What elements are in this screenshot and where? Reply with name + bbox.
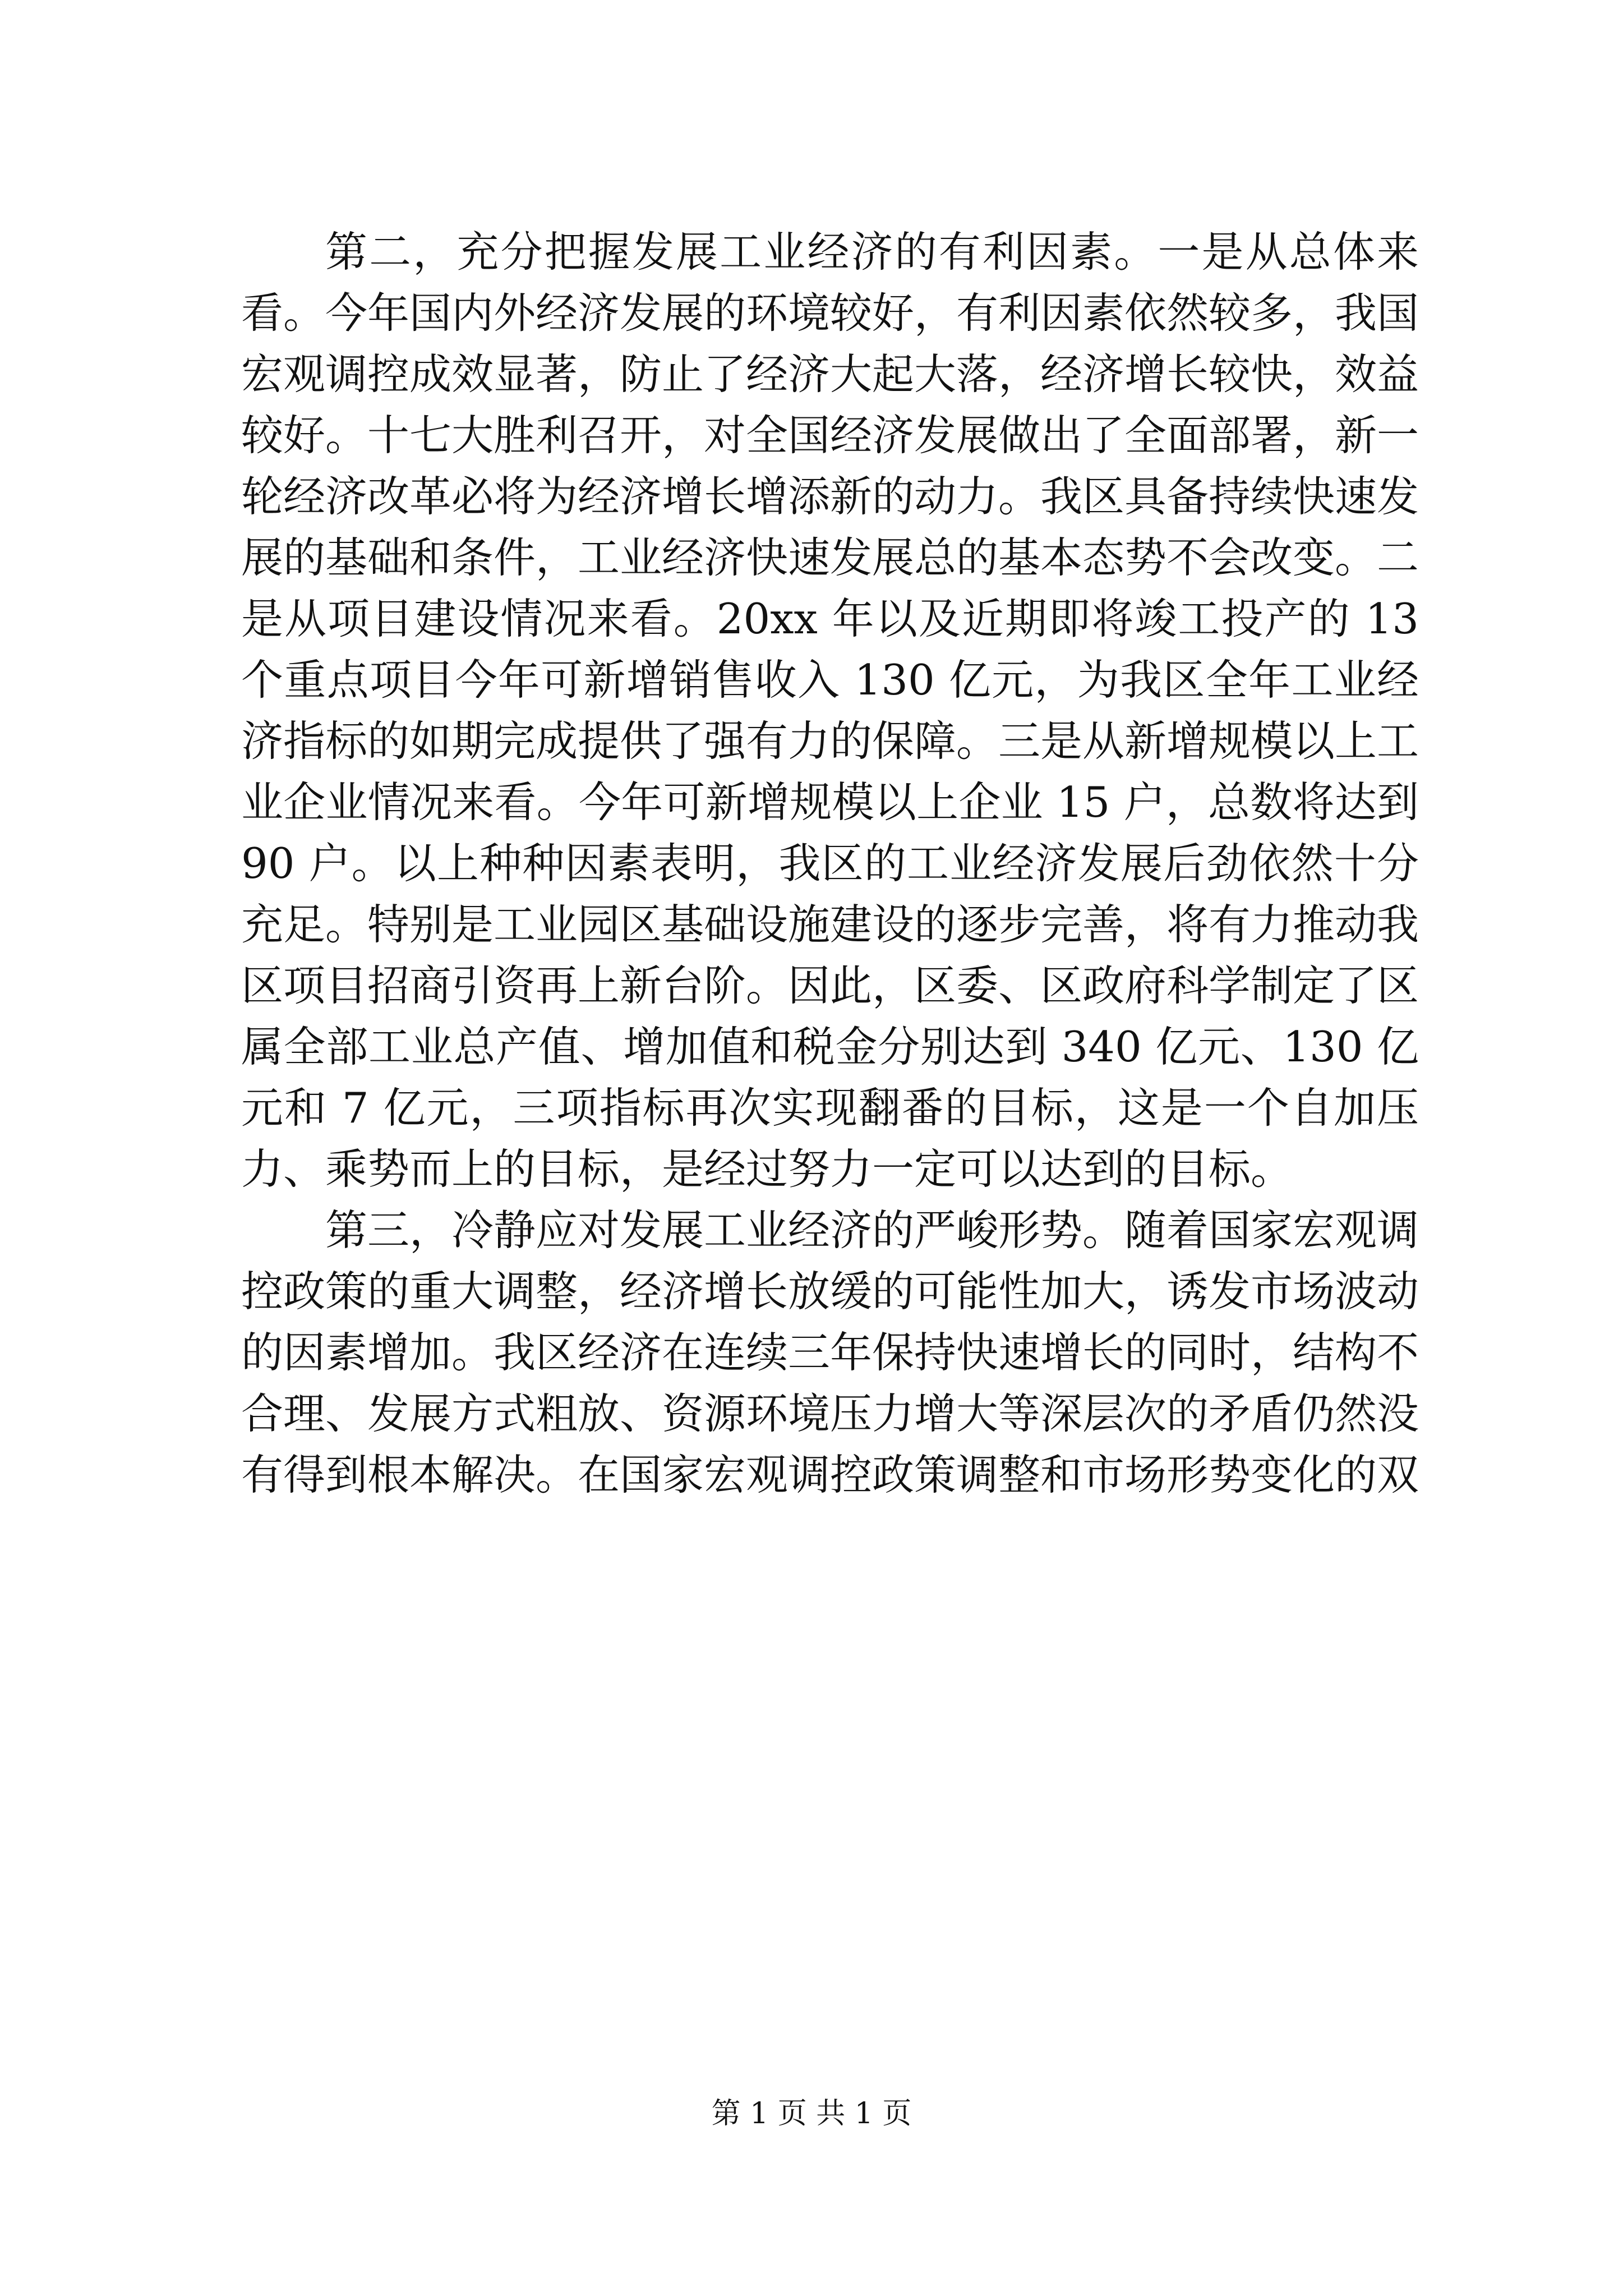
paragraph-third-point: 第三，冷静应对发展工业经济的严峻形势。随着国家宏观调控政策的重大调整，经济增长放缓的可能性加大，诱发市场波动的因素增加。我区经济在连续三年保持快速增长的同时，结构不合理、发展方式粗放、资源环境压力增大等深层次的矛盾仍然没有得到根本解决。在国家宏观调控政策调整和市场形势变化的双 [241,1205,1419,1499]
paragraph-second-point: 第二，充分把握发展工业经济的有利因素。一是从总体来看。今年国内外经济发展的环境较好，有利因素依然较多，我国宏观调控成效显著，防止了经济大起大落，经济增长较快，效益较好。十七大胜利召开，对全国经济发展做出了全面部署，新一轮经济改革必将为经济增长增添新的动力。我区具备持续快速发展的基础和条件，工业经济快速发展总的基本态势不会改变。二是从项目建设情况来看。20xx 年以及近期即将竣工投产的 13 个重点项目今年可新增销售收入 130 亿元，为我区全年工业经济指标的如期完成提供了强有力的保障。三是从新增规模以上工业企业情况来看。今年可新增规模以上企业 15 户，总数将达到 90 户。以上种种因素表明，我区的工业经济发展后劲依然十分充足。特别是工业园区基础设施建设的逐步完善，将有力推动我区项目招商引资再上新台阶。因此，区委、区政府科学制定了区属全部工业总产值、增加值和税金分别达到 340 亿元、130 亿元和 7 亿元，三项指标再次实现翻番的目标，这是一个自加压力、乘势而上的目标，是经过努力一定可以达到的目标。 [241,227,1419,1194]
page-number-footer: 第 1 页 共 1 页 [711,2097,912,2131]
document-body [241,222,1419,1506]
